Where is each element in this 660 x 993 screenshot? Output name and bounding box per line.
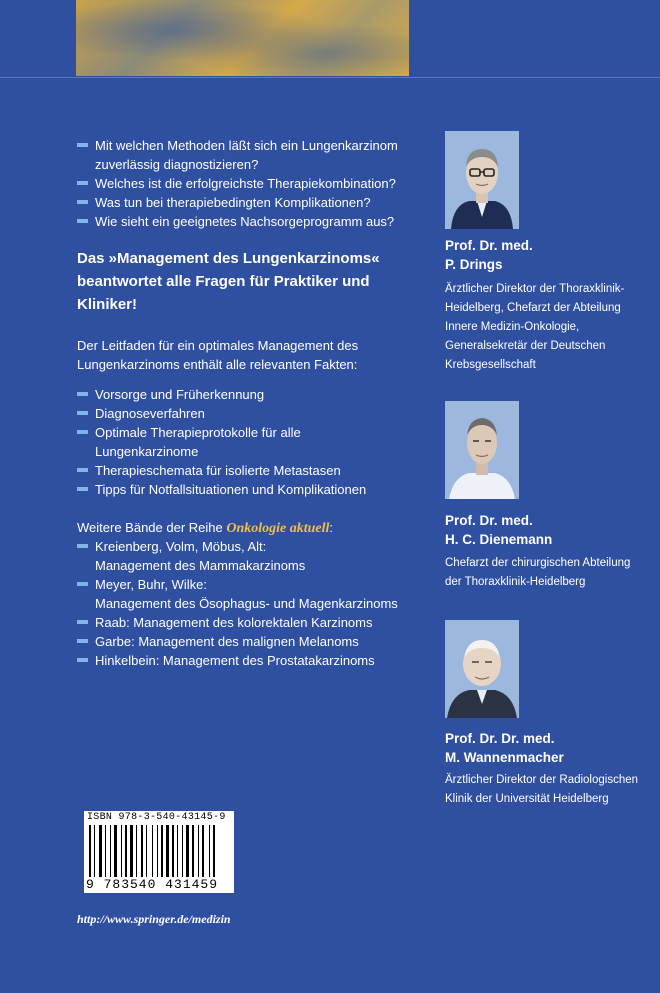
portrait-icon (445, 620, 519, 718)
author-description: Ärztlicher Direktor der Radiologischen Klinik der Universität Heidelberg (445, 774, 639, 805)
barcode-number: 9 783540 431459 (86, 877, 219, 892)
bullet-dash-icon (77, 620, 88, 624)
author-description: Ärztlicher Direktor der Thoraxklinik-Heidelberg, Chefarzt der Abteilung Innere Medizin-Onkologie, Generalsekretär der Deutschen Krebsgesellschaft (445, 283, 625, 371)
series-name: Onkologie aktuell (226, 521, 330, 536)
isbn-label: ISBN 978-3-540-43145-9 (87, 812, 226, 823)
bullet-dash-icon (77, 468, 88, 472)
bullet-dash-icon (77, 430, 88, 434)
website-url[interactable]: http://www.springer.de/medizin (77, 912, 231, 926)
list-item: Welches ist die erfolgreichste Therapiekombination? (77, 174, 407, 193)
bullet-dash-icon (77, 658, 88, 662)
list-item: Garbe: Management des malignen Melanoms (77, 632, 407, 651)
intro-paragraph: Der Leitfaden für ein optimales Management des Lungenkarzinoms enthält alle relevanten Fakten: (77, 338, 359, 372)
divider-line (0, 77, 660, 78)
bullet-dash-icon (77, 200, 88, 204)
list-item: Tipps für Notfallsituationen und Komplikationen (77, 480, 407, 499)
bullet-dash-icon (77, 219, 88, 223)
cover-banner-texture (76, 0, 409, 76)
author-name: Prof. Dr. med. P. Drings (445, 238, 533, 272)
author-name: Prof. Dr. med. H. C. Dienemann (445, 513, 553, 547)
series-heading: Weitere Bände der Reihe Onkologie aktuell: (77, 520, 334, 536)
isbn-barcode (84, 811, 234, 893)
bullet-dash-icon (77, 181, 88, 185)
bullet-dash-icon (77, 639, 88, 643)
portrait-icon (445, 401, 519, 499)
author-description: Chefarzt der chirurgischen Abteilung der Thoraxklinik-Heidelberg (445, 557, 631, 588)
bullet-dash-icon (77, 392, 88, 396)
author-photo (445, 620, 519, 718)
list-item: Meyer, Buhr, Wilke: Management des Ösophagus- und Magenkarzinoms (77, 575, 407, 613)
list-item: Kreienberg, Volm, Möbus, Alt: Management des Mammakarzinoms (77, 537, 407, 575)
headline: Das »Management des Lungenkarzinoms« beantwortet alle Fragen für Praktiker und Kliniker! (77, 250, 380, 313)
list-item: Diagnoseverfahren (77, 404, 407, 423)
series-list (77, 537, 407, 670)
feature-list (77, 385, 407, 499)
list-item: Wie sieht ein geeignetes Nachsorgeprogramm aus? (77, 212, 407, 231)
bullet-dash-icon (77, 411, 88, 415)
list-item: Mit welchen Methoden läßt sich ein Lungenkarzinom zuverlässig diagnostizieren? (77, 136, 407, 174)
bullet-dash-icon (77, 487, 88, 491)
list-item: Raab: Management des kolorektalen Karzinoms (77, 613, 407, 632)
question-list (77, 136, 407, 231)
list-item: Vorsorge und Früherkennung (77, 385, 407, 404)
list-item: Hinkelbein: Management des Prostatakarzinoms (77, 651, 407, 670)
bullet-dash-icon (77, 143, 88, 147)
author-name: Prof. Dr. Dr. med. M. Wannenmacher (445, 731, 564, 765)
list-item: Was tun bei therapiebedingten Komplikationen? (77, 193, 407, 212)
list-item: Optimale Therapieprotokolle für alle Lungenkarzinome (77, 423, 407, 461)
author-photo (445, 401, 519, 499)
bullet-dash-icon (77, 582, 88, 586)
portrait-icon (445, 131, 519, 229)
bullet-dash-icon (77, 544, 88, 548)
list-item: Therapieschemata für isolierte Metastasen (77, 461, 407, 480)
author-photo (445, 131, 519, 229)
barcode-icon (87, 825, 231, 877)
